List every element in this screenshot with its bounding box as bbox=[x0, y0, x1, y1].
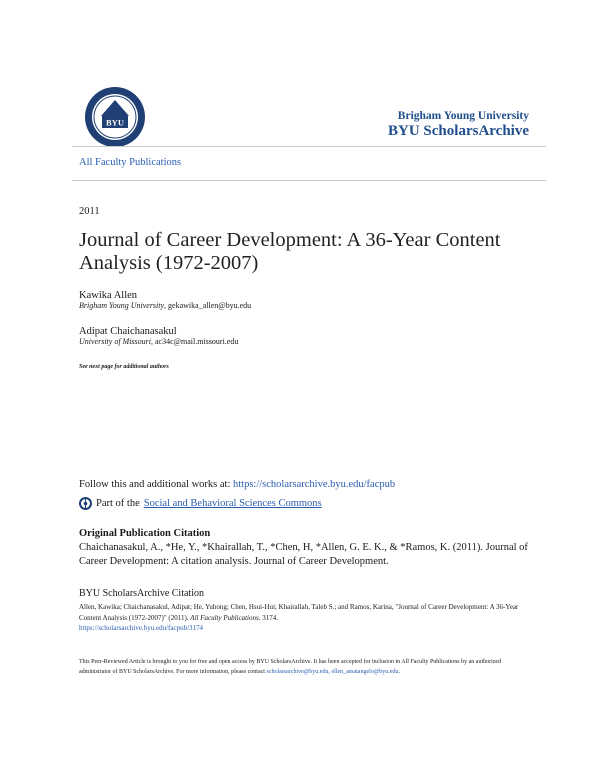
notice-text: This Peer-Reviewed Article is brought to you for free and open access by BYU ScholarsArchive. It has been accepted for inclusion in All Faculty Publications by an authorized administrator of BYU ScholarsArchive. For more information, please contact bbox=[79, 659, 502, 675]
part-of-text: Part of the bbox=[96, 498, 140, 509]
byu-citation-body bbox=[79, 602, 529, 634]
original-citation-heading: Original Publication Citation bbox=[79, 528, 211, 539]
archive-name: BYU ScholarsArchive bbox=[388, 123, 529, 139]
access-notice bbox=[79, 658, 529, 677]
divider bbox=[72, 146, 546, 147]
author-affiliation-line bbox=[79, 337, 238, 346]
article-title: Journal of Career Development: A 36-Year Content Analysis (1972-2007) bbox=[79, 229, 501, 274]
network-icon bbox=[79, 497, 92, 510]
citation-series: All Faculty Publications bbox=[190, 613, 259, 622]
original-citation-body: Chaichanasakul, A., *He, Y., *Khairallah, T., *Chen, H, *Allen, G. E. K., & *Ramos, K. (2011). Journal of Career Development: A citation analysis. Journal of Career Development. bbox=[79, 542, 528, 567]
author-block bbox=[79, 326, 238, 346]
follow-url-link[interactable]: https://scholarsarchive.byu.edu/facpub bbox=[233, 479, 396, 490]
author-name: Kawika Allen bbox=[79, 290, 138, 301]
divider bbox=[72, 180, 546, 181]
follow-line bbox=[79, 479, 395, 490]
citation-number: . 3174. bbox=[258, 613, 278, 622]
author-affiliation: University of Missouri bbox=[79, 337, 151, 346]
university-name: Brigham Young University bbox=[397, 110, 529, 122]
author-email: , gekawika_allen@byu.edu bbox=[164, 301, 252, 310]
header-branding bbox=[388, 110, 529, 140]
author-affiliation-line bbox=[79, 301, 251, 310]
citation-url-link[interactable]: https://scholarsarchive.byu.edu/facpub/3174 bbox=[79, 624, 204, 632]
collection-link-wrap bbox=[79, 157, 181, 168]
contact-email-link[interactable]: scholarsarchive@byu.edu, ellen_amatangelo@byu.edu bbox=[266, 668, 399, 675]
author-block bbox=[79, 290, 251, 310]
svg-text:BYU: BYU bbox=[106, 117, 124, 128]
commons-link[interactable]: Social and Behavioral Sciences Commons bbox=[143, 498, 322, 509]
byu-citation-heading: BYU ScholarsArchive Citation bbox=[79, 588, 204, 599]
author-affiliation: Brigham Young University bbox=[79, 301, 165, 310]
publication-year: 2011 bbox=[79, 206, 100, 217]
citation-text: Allen, Kawika; Chaichanasakul, Adipat; He, Yuhong; Chen, Hsui-Hui; Khairallah, Taleb S.; and Ramos, Karina, "Journal of Career Development: A 36-Year Content Analysis (1972-2007)" (2011). bbox=[79, 603, 519, 622]
notice-end: . bbox=[398, 668, 400, 675]
author-name: Adipat Chaichanasakul bbox=[79, 326, 177, 337]
byu-seal-logo bbox=[84, 86, 146, 148]
author-email: , ac34c@mail.missouri.edu bbox=[151, 337, 239, 346]
collection-link[interactable]: All Faculty Publications bbox=[79, 157, 182, 168]
see-next-note: See next page for additional authors bbox=[79, 364, 169, 370]
part-of-line bbox=[79, 497, 322, 510]
follow-text: Follow this and additional works at: bbox=[79, 479, 233, 490]
